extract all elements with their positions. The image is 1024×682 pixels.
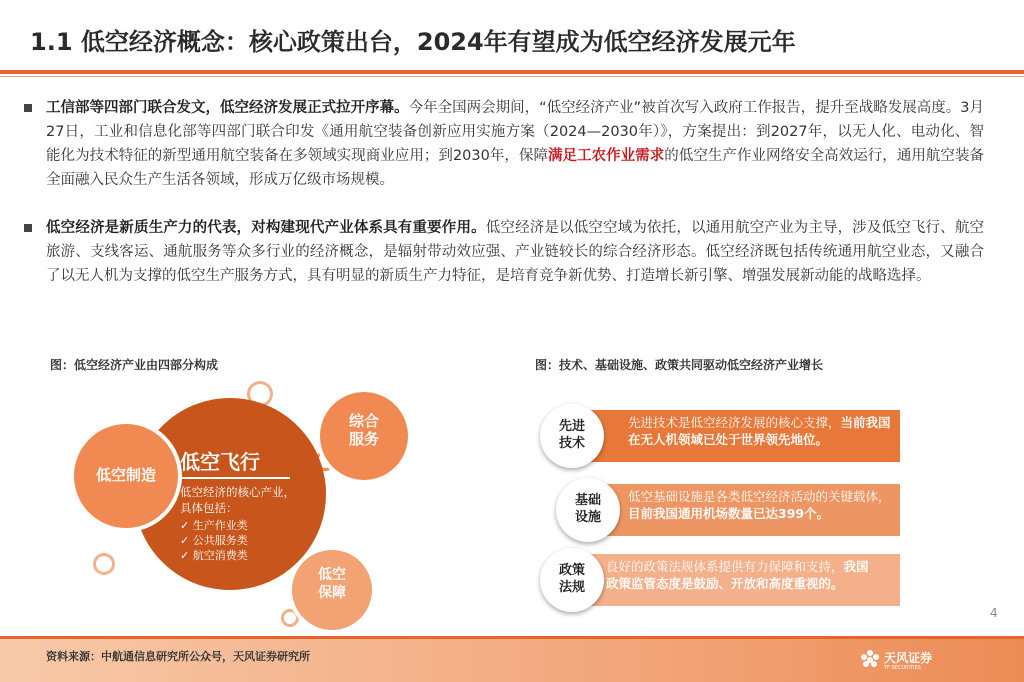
brand-name: 天风证券 xyxy=(884,651,933,665)
title-divider xyxy=(0,70,1024,74)
paragraph-body: 今年全国两会期间，“低空经济产业”被首次写入政府工作报告，提升至战略发展高度。3月27日，工业和信息化部等四部门联合印发《通用航空装备创新应用实施方案（2024—2030年）》，方案提出：到2027年，以无人化、电动化、智能化为技术特征的新型通用航空装备在多领域实现商业应用；到2030年，保障 xyxy=(46,100,985,164)
driver-row-tech xyxy=(540,404,900,468)
main-bubble-list xyxy=(180,518,300,563)
page-number: 4 xyxy=(990,606,998,620)
driver-text: 先进技术是低空经济发展的核心支撑，当前我国在无人机领域已处于世界领先地位。 xyxy=(628,415,891,447)
title-divider-thin xyxy=(0,76,1024,77)
driver-row-infra xyxy=(556,478,916,542)
bottom-right-bubble-label2: 保障 xyxy=(318,585,346,601)
paragraph-economy xyxy=(24,216,984,288)
driver-circle: 先进 技术 xyxy=(540,404,604,468)
brand-subtitle: TF SECURITIES xyxy=(884,665,921,671)
paragraph-lead: 工信部等四部门联合发文，低空经济发展正式拉开序幕。 xyxy=(46,100,409,116)
driver-text: 低空基础设施是各类低空经济活动的关键载体，目前我国通用机场数量已达399个。 xyxy=(628,489,891,521)
top-right-bubble-label: 综合 xyxy=(348,412,379,430)
list-item: ✓ 航空消费类 xyxy=(180,549,248,562)
bullet-icon xyxy=(24,104,32,112)
main-bubble-title: 低空飞行 xyxy=(180,446,290,479)
left-bubble-label: 低空制造 xyxy=(95,466,156,484)
footer-divider xyxy=(0,636,1024,639)
paragraph-tail: 的低空生产作业网络安全高效运行，通用航空装备全面融入民众生产生活各领域，形成万亿级市场规模。 xyxy=(46,148,985,188)
driver-row-policy xyxy=(540,548,900,612)
driver-text: 良好的政策法规体系提供有力保障和支持，我国政策监管态度是鼓励、开放和高度重视的。 xyxy=(606,559,869,591)
check-icon: ✓ xyxy=(180,519,190,532)
driver-circle: 基础 设施 xyxy=(556,478,620,542)
decor-dot xyxy=(96,556,112,572)
paragraph-body: 低空经济是以低空空域为依托，以通用航空产业为主导，涉及低空飞行、航空旅游、支线客运、通航服务等众多行业的经济概念，是辐射带动效应强、产业链较长的综合经济形态。低空经济既包括传统通用航空业态，又融合了以无人机为支撑的低空生产服务方式，具有明显的新质生产力特征，是培育竞争新优势、打造增长新引擎、增强发展新动能的战略选择。 xyxy=(46,220,985,284)
page-title: 1.1 低空经济概念：核心政策出台，2024年有望成为低空经济发展元年 xyxy=(30,28,796,56)
paragraph-highlight: 满足工农作业需求 xyxy=(548,148,665,164)
paragraph-policy xyxy=(24,96,984,192)
list-item: ✓ 生产作业类 xyxy=(180,519,248,532)
main-bubble-desc: 低空经济的核心产业， xyxy=(180,485,295,499)
paragraph-lead: 低空经济是新质生产力的代表，对构建现代产业体系具有重要作用。 xyxy=(46,220,486,236)
bottom-right-bubble-label: 低空 xyxy=(318,567,346,583)
figure-1-caption: 图：低空经济产业由四部分构成 xyxy=(50,358,219,372)
bullet-icon xyxy=(24,224,32,232)
list-item: ✓ 公共服务类 xyxy=(180,534,248,547)
top-right-bubble-label2: 服务 xyxy=(348,430,379,448)
source-note: 资料来源：中航通信息研究所公众号，天风证券研究所 xyxy=(46,650,310,663)
driver-circle: 政策 法规 xyxy=(540,548,604,612)
main-bubble-desc2: 具体包括： xyxy=(180,501,238,515)
check-icon: ✓ xyxy=(180,549,190,562)
check-icon: ✓ xyxy=(180,534,190,547)
figure-2-caption: 图：技术、基础设施、政策共同驱动低空经济产业增长 xyxy=(535,358,824,372)
